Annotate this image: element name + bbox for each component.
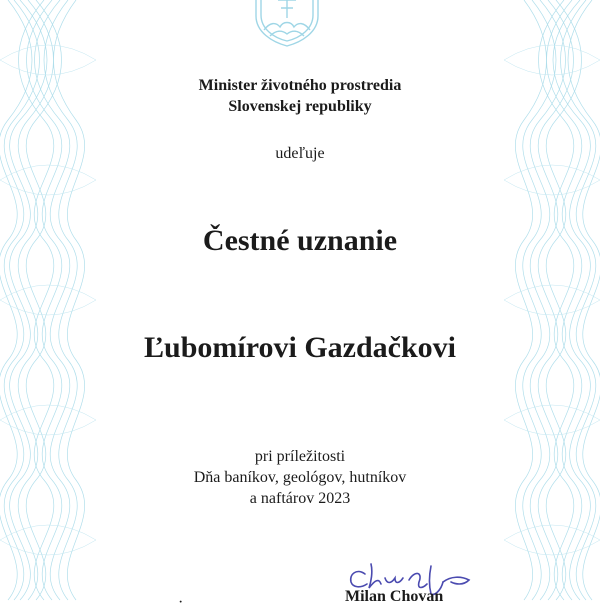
- awards-verb: udeľuje: [275, 145, 325, 162]
- coat-of-arms-emblem-icon: [252, 0, 322, 46]
- award-title: Čestné uznanie: [202, 224, 398, 257]
- signer-name: Milan Chovan: [345, 588, 444, 605]
- occasion-text: [0, 446, 600, 509]
- issuer-line-1: Minister životného prostredia: [198, 77, 402, 94]
- recipient-name: Ľubomírovi Gazdačkovi: [144, 331, 456, 364]
- occasion-line-1: pri príležitosti: [254, 448, 346, 465]
- occasion-line-3: a naftárov 2023: [249, 490, 351, 507]
- occasion-line-2: Dňa baníkov, geológov, hutníkov: [193, 469, 407, 486]
- issuer-line-2: Slovenskej republiky: [228, 98, 372, 115]
- bottom-left-mark: ·: [178, 594, 184, 611]
- issuer-title: [0, 75, 600, 117]
